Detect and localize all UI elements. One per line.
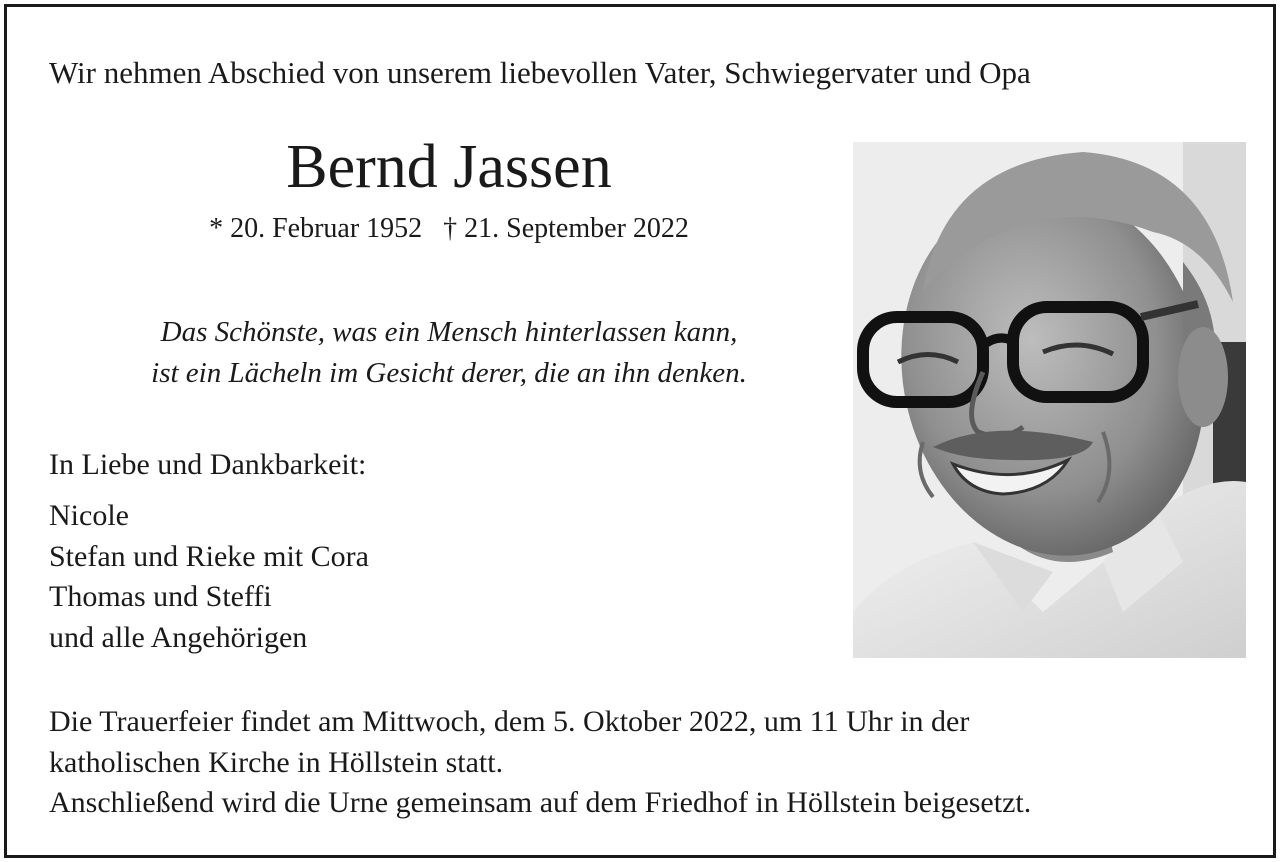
portrait-photo [853, 142, 1246, 658]
mourner-item: Stefan und Rieke mit Cora [49, 539, 369, 573]
service-line: katholischen Kirche in Höllstein statt. [49, 745, 504, 779]
mourner-item: und alle Angehörigen [49, 620, 308, 654]
deceased-name: Bernd Jassen [286, 133, 612, 201]
life-dates: * 20. Februar 1952 † 21. September 2022 [209, 213, 689, 244]
love-heading: In Liebe und Dankbarkeit: [49, 448, 367, 481]
funeral-service-info [49, 702, 1031, 824]
quote-line: Das Schönste, was ein Mensch hinterlassen kann, [160, 316, 738, 348]
mourner-item: Thomas und Steffi [49, 580, 272, 613]
intro-text: Wir nehmen Abschied von unserem liebevollen Vater, Schwiegervater und Opa [49, 55, 1031, 90]
portrait-illustration [853, 142, 1246, 658]
obituary-notice [4, 4, 1276, 858]
service-line: Die Trauerfeier findet am Mittwoch, dem 5. Oktober 2022, um 11 Uhr in der [49, 705, 970, 738]
mourner-item: Nicole [49, 499, 129, 532]
memorial-quote [49, 312, 849, 394]
quote-line: ist ein Lächeln im Gesicht derer, die an ihn denken. [151, 357, 747, 389]
mourners-list [49, 496, 369, 658]
service-line: Anschließend wird die Urne gemeinsam auf dem Friedhof in Höllstein beigesetzt. [49, 786, 1032, 819]
